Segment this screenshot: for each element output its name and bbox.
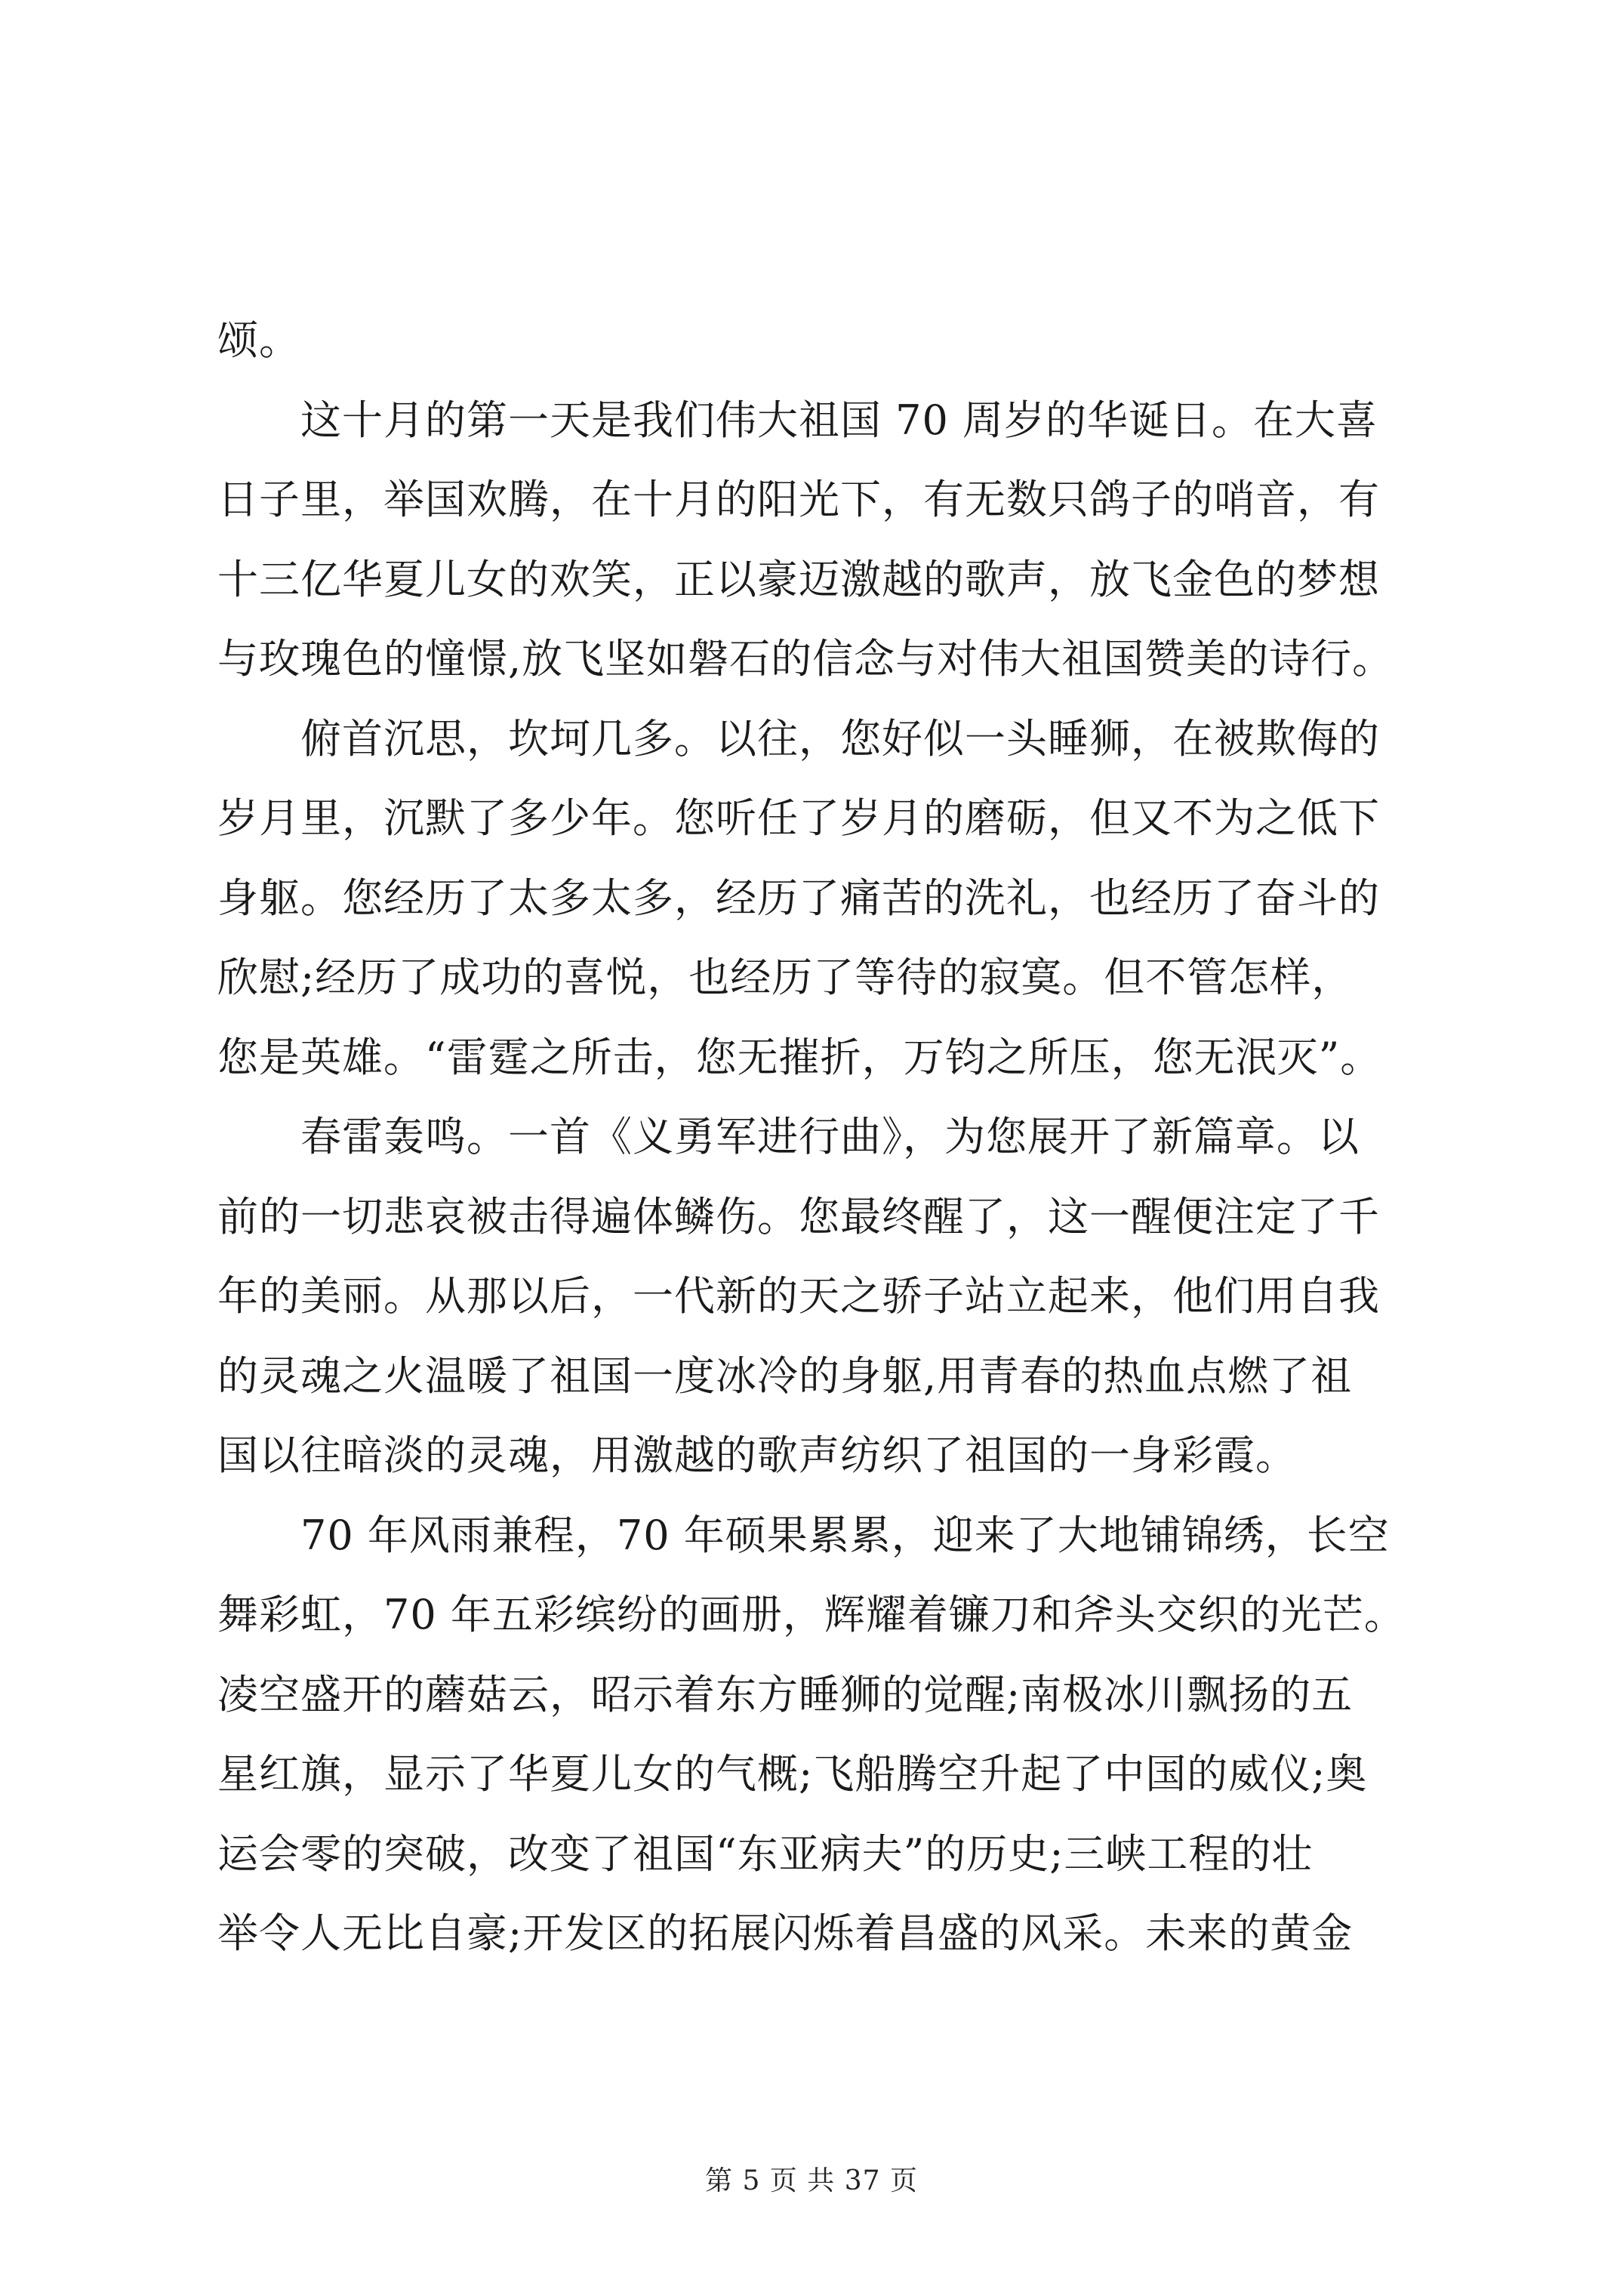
- body-text: [217, 300, 1419, 1974]
- text-line: 凌空盛开的蘑菇云，昭示着东方睡狮的觉醒;南极冰川飘扬的五: [217, 1670, 1354, 1718]
- text-line: 您是英雄。“雷霆之所击，您无摧折，万钧之所压，您无泯灭”。: [217, 1033, 1382, 1081]
- text-line: 十三亿华夏儿女的欢笑，正以豪迈激越的歌声，放飞金色的梦想: [217, 555, 1380, 603]
- text-line: 俯首沉思，坎坷几多。以往，您好似一头睡狮，在被欺侮的: [300, 714, 1380, 763]
- text-line: 岁月里，沉默了多少年。您听任了岁月的磨砺，但又不为之低下: [217, 794, 1380, 842]
- text-line: 颂。: [217, 316, 300, 364]
- text-line: 年的美丽。从那以后，一代新的天之骄子站立起来，他们用自我: [217, 1272, 1380, 1320]
- text-line: 与玫瑰色的憧憬,放飞坚如磐石的信念与对伟大祖国赞美的诗行。: [217, 635, 1394, 683]
- text-line: 这十月的第一天是我们伟大祖国 70 周岁的华诞日。在大喜: [300, 396, 1378, 444]
- text-line: 春雷轰鸣。一首《义勇军进行曲》，为您展开了新篇章。以: [300, 1113, 1360, 1160]
- text-line: 欣慰;经历了成功的喜悦，也经历了等待的寂寞。但不管怎样，: [217, 954, 1354, 1001]
- text-line: 运会零的突破，改变了祖国“东亚病夫”的历史;三峡工程的壮: [217, 1829, 1313, 1878]
- text-line: 舞彩虹，70 年五彩缤纷的画册，辉耀着镰刀和斧头交织的光芒。: [217, 1591, 1406, 1638]
- text-line: 的灵魂之火温暖了祖国一度冰冷的身躯,用青春的热血点燃了祖: [217, 1351, 1353, 1400]
- text-line: 70 年风雨兼程，70 年硕果累累，迎来了大地铺锦绣，长空: [300, 1511, 1390, 1559]
- text-line: 日子里，举国欢腾，在十月的阳光下，有无数只鸽子的哨音，有: [217, 476, 1380, 523]
- text-line: 前的一切悲哀被击得遍体鳞伤。您最终醒了，这一醒便注定了千: [217, 1192, 1380, 1240]
- text-line: 举令人无比自豪;开发区的拓展闪烁着昌盛的风采。未来的黄金: [217, 1909, 1354, 1957]
- text-line: 身躯。您经历了太多太多，经历了痛苦的洗礼，也经历了奋斗的: [217, 874, 1380, 922]
- text-line: 星红旗，显示了华夏儿女的气概;飞船腾空升起了中国的威仪;奥: [217, 1750, 1368, 1798]
- page-number-footer: 第 5 页 共 37 页: [705, 2165, 918, 2196]
- text-line: 国以往暗淡的灵魂，用激越的歌声纺织了祖国的一身彩霞。: [217, 1432, 1297, 1479]
